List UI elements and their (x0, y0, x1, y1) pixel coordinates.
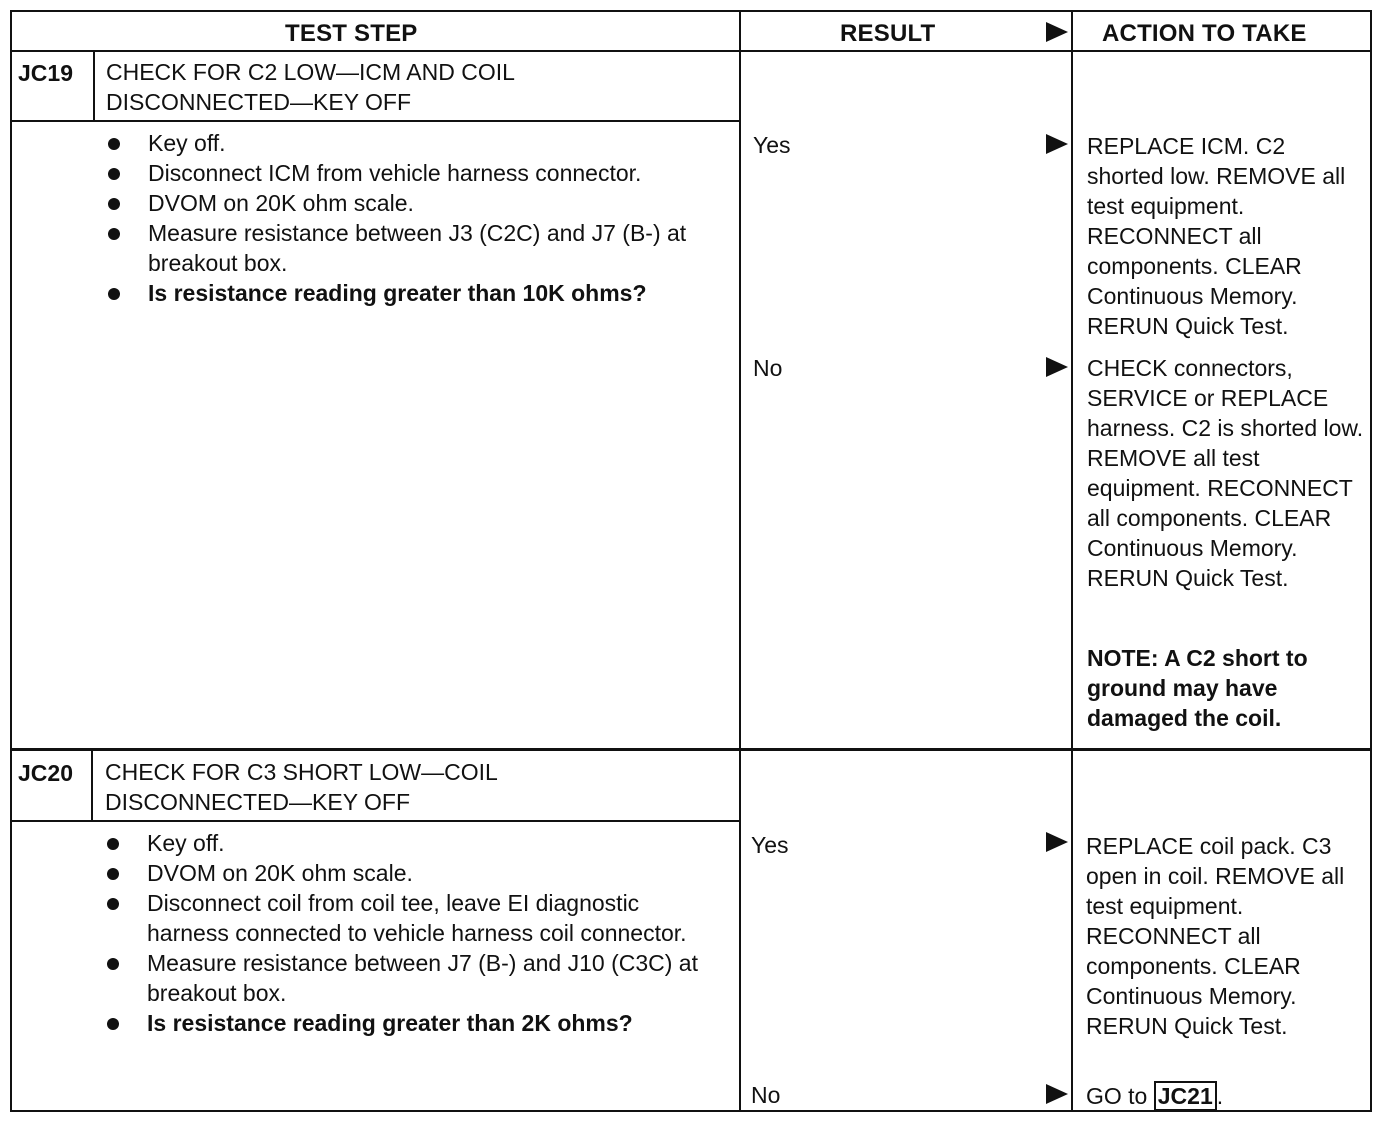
list-item-question: Is resistance reading greater than 10K ohms? (106, 278, 718, 308)
table-border-right (1370, 10, 1372, 1112)
table-border-left (10, 10, 12, 1112)
jc20-title-line-1: CHECK FOR C3 SHORT LOW—COIL (105, 759, 498, 785)
jc19-step-list (106, 128, 718, 308)
list-item: Measure resistance between J3 (C2C) and J7 (B-) at breakout box. (106, 218, 718, 278)
jc19-yes-arrow-icon (1046, 134, 1068, 154)
jc20-id-divider (91, 751, 93, 821)
jc20-yes-arrow-icon (1046, 832, 1068, 852)
list-item: DVOM on 20K ohm scale. (106, 188, 718, 218)
list-item: Key off. (105, 828, 705, 858)
jc20-no-arrow-icon (1046, 1084, 1068, 1104)
jc19-title-line-2: DISCONNECTED—KEY OFF (106, 89, 411, 115)
header-action-to-take: ACTION TO TAKE (1102, 20, 1307, 47)
jc21-step-reference[interactable]: JC21 (1154, 1081, 1217, 1111)
column-divider-result (739, 10, 741, 1112)
table-border-top (10, 10, 1372, 12)
header-divider (10, 50, 1372, 52)
jc19-title-line-1: CHECK FOR C2 LOW—ICM AND COIL (106, 59, 515, 85)
header-result: RESULT (840, 20, 936, 47)
jc19-action-yes: REPLACE ICM. C2 shorted low. REMOVE all test equipment. RECONNECT all components. CLEAR Continuous Memory. RERUN Quick Test. (1087, 133, 1346, 339)
row-divider (10, 748, 1372, 751)
jc20-result-yes: Yes (751, 832, 789, 858)
diagnostic-table (10, 10, 1372, 1112)
jc19-result-yes: Yes (753, 132, 791, 158)
jc19-no-arrow-icon (1046, 357, 1068, 377)
jc19-note: NOTE: A C2 short to ground may have damaged the coil. (1087, 645, 1308, 731)
jc20-action-no (1086, 1081, 1356, 1111)
jc20-result-no: No (751, 1082, 781, 1108)
jc20-action-yes: REPLACE coil pack. C3 open in coil. REMOVE all test equipment. RECONNECT all components. CLEAR Continuous Memory. RERUN Quick Test. (1086, 833, 1345, 1039)
jc20-action-no-prefix: GO to (1086, 1083, 1148, 1109)
list-item: Measure resistance between J7 (B-) and J10 (C3C) at breakout box. (105, 948, 705, 1008)
list-item: DVOM on 20K ohm scale. (105, 858, 705, 888)
header-arrow-icon (1046, 22, 1068, 42)
jc20-action-no-suffix: . (1216, 1083, 1224, 1109)
jc20-step-id: JC20 (18, 760, 73, 786)
jc19-title-underline (10, 120, 740, 122)
list-item: Disconnect ICM from vehicle harness connector. (106, 158, 718, 188)
jc19-id-divider (93, 52, 95, 122)
header-test-step: TEST STEP (285, 20, 418, 47)
jc19-action-no: CHECK connectors, SERVICE or REPLACE harness. C2 is shorted low. REMOVE all test equipment. RECONNECT all components. CLEAR Continuous Memory. RERUN Quick Test. (1087, 355, 1364, 591)
jc20-title-underline (10, 820, 740, 822)
jc19-step-id: JC19 (18, 60, 73, 86)
jc20-step-list (105, 828, 705, 1038)
jc19-result-no: No (753, 355, 783, 381)
list-item: Disconnect coil from coil tee, leave EI diagnostic harness connected to vehicle harness coil connector. (105, 888, 705, 948)
jc20-title-line-2: DISCONNECTED—KEY OFF (105, 789, 410, 815)
column-divider-action (1071, 10, 1073, 1112)
list-item-question: Is resistance reading greater than 2K ohms? (105, 1008, 705, 1038)
list-item: Key off. (106, 128, 718, 158)
